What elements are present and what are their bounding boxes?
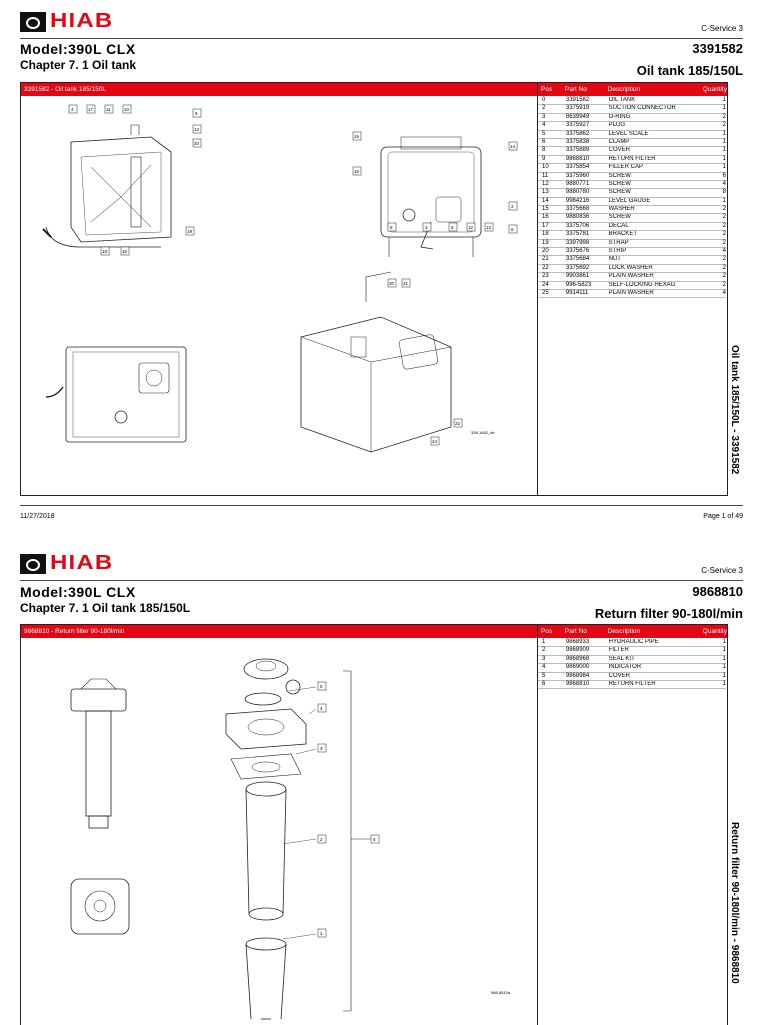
row-pos: 24: [542, 281, 549, 288]
row-pos: 18: [542, 231, 549, 238]
row-quantity: 1: [722, 680, 727, 687]
row-quantity: 2: [722, 214, 727, 221]
row-quantity: 1: [722, 164, 727, 171]
row-pos: 14: [542, 197, 549, 204]
svg-text:5: 5: [451, 225, 454, 230]
svg-text:14: 14: [510, 144, 516, 149]
row-quantity: 1: [722, 655, 727, 662]
table-row: [538, 656, 726, 664]
row-pos: 2: [542, 647, 546, 654]
row-part-no: 996-5823: [565, 281, 592, 288]
side-label: Return filter 90-180l/min - 9868810: [729, 822, 740, 984]
table-row: [538, 673, 726, 681]
table-row: [538, 273, 726, 281]
row-part-no: 3375889: [565, 147, 590, 154]
row-part-no: 9868968: [565, 655, 590, 662]
row-pos: 3: [542, 113, 546, 120]
col-description: Description: [607, 86, 641, 93]
table-row: [538, 189, 726, 197]
row-quantity: 1: [722, 155, 727, 162]
row-quantity: 8: [722, 189, 727, 196]
col-description: Description: [607, 628, 641, 635]
row-part-no: 9868810: [565, 155, 590, 162]
row-part-no: 3375676: [565, 248, 590, 255]
row-quantity: 1: [722, 130, 727, 137]
page-2: [0, 540, 768, 1024]
table-row: [538, 206, 726, 214]
table-row: [538, 248, 726, 256]
row-pos: 4: [542, 122, 546, 129]
row-quantity: 1: [722, 672, 727, 679]
model-title: Model:390L CLX: [20, 584, 136, 600]
row-pos: 11: [542, 172, 549, 179]
row-quantity: 1: [722, 664, 727, 671]
row-quantity: 6: [722, 172, 727, 179]
svg-text:3: 3: [320, 746, 323, 751]
row-description: NUT: [608, 256, 621, 263]
print-date: 11/27/2018: [20, 513, 55, 520]
table-row: [538, 214, 726, 222]
row-quantity: 4: [722, 180, 727, 187]
table-row: [538, 265, 726, 273]
row-pos: 16: [542, 214, 549, 221]
svg-text:20: 20: [194, 141, 200, 146]
row-description: HYDRAULIC PIPE: [608, 639, 659, 645]
row-pos: 13: [542, 189, 549, 196]
row-description: COVER: [608, 147, 630, 154]
svg-text:16: 16: [354, 134, 360, 139]
row-description: STRAP: [608, 239, 629, 246]
row-part-no: 9903861: [565, 273, 590, 280]
svg-text:10: 10: [124, 107, 130, 112]
col-quantity: Quantity: [702, 628, 727, 635]
hiab-logo: HIAB: [20, 552, 103, 575]
col-pos: Pos: [541, 86, 553, 93]
col-part-no: Part No: [564, 628, 587, 635]
svg-text:18: 18: [102, 249, 108, 254]
row-part-no: 3375960: [565, 172, 590, 179]
part-number: 9868810: [692, 584, 743, 599]
row-description: BRACKET: [608, 231, 637, 238]
table-row: [538, 164, 726, 172]
row-part-no: 9868984: [565, 672, 590, 679]
row-quantity: 1: [722, 147, 727, 154]
svg-text:22: 22: [455, 421, 461, 426]
svg-text:19: 19: [187, 229, 193, 234]
row-description: SCREW: [608, 214, 631, 221]
svg-text:8: 8: [390, 225, 393, 230]
table-row: [538, 97, 726, 105]
drawing-title-bar: 9868810 - Return filter 90-180l/min: [21, 625, 537, 638]
row-part-no: 9868933: [565, 639, 590, 645]
table-header-bar: [537, 83, 727, 96]
row-part-no: 3375927: [565, 122, 590, 129]
row-description: FILLER CAP: [608, 164, 643, 171]
row-pos: 10: [542, 164, 549, 171]
row-pos: 15: [542, 206, 549, 213]
row-pos: 12: [542, 180, 549, 187]
row-quantity: 1: [722, 639, 727, 645]
row-description: SCREW: [608, 172, 631, 179]
table-row: [538, 240, 726, 248]
row-part-no: 3375668: [565, 206, 590, 213]
row-description: WASHER: [608, 206, 635, 213]
table-row: [538, 122, 726, 130]
svg-text:21: 21: [403, 281, 409, 286]
table-row: [538, 156, 726, 164]
parts-table: [538, 97, 726, 298]
row-quantity: 1: [722, 97, 727, 103]
row-description: SELF-LOCKING HEXAG: [608, 281, 676, 288]
svg-text:20: 20: [389, 281, 395, 286]
row-part-no: 9880780: [565, 189, 590, 196]
service-label: C-Service 3: [701, 24, 743, 33]
part-number: 3391582: [692, 41, 743, 56]
svg-text:13: 13: [486, 225, 492, 230]
hiab-logo: HIAB: [20, 10, 103, 33]
row-pos: 6: [542, 138, 546, 145]
table-row: [538, 256, 726, 264]
table-row: [538, 681, 726, 689]
row-pos: 5: [542, 130, 546, 137]
row-part-no: 3375706: [565, 222, 590, 229]
row-pos: 20: [542, 248, 549, 255]
row-pos: 6: [542, 680, 546, 687]
svg-text:1: 1: [320, 931, 323, 936]
part-title: Return filter 90-180l/min: [594, 606, 743, 621]
row-description: PLAIN WASHER: [608, 273, 654, 280]
row-description: FILTER: [608, 647, 629, 654]
row-quantity: 2: [722, 264, 727, 271]
header-rule: [20, 580, 743, 581]
table-row: [538, 139, 726, 147]
row-pos: 9: [542, 155, 546, 162]
row-description: INDICATOR: [608, 664, 642, 671]
table-row: [538, 114, 726, 122]
row-pos: 19: [542, 239, 549, 246]
row-quantity: 4: [722, 289, 727, 296]
service-label: C-Service 3: [701, 566, 743, 575]
row-description: PLUG: [608, 122, 625, 129]
row-description: LEVEL SCALE: [608, 130, 649, 137]
parts-frame: [20, 624, 728, 1025]
col-pos: Pos: [541, 628, 553, 635]
row-part-no: 3375854: [565, 164, 590, 171]
table-row: [538, 282, 726, 290]
row-description: RETURN FILTER: [608, 155, 656, 162]
drawing-reference: 986-8810a: [491, 990, 511, 995]
oil-tank-drawing: [21, 97, 537, 493]
page-number: Page 1 of 49: [703, 513, 743, 520]
row-part-no: 9984216: [565, 197, 590, 204]
row-description: SUCTION CONNECTOR: [608, 105, 676, 112]
row-description: PLAIN WASHER: [608, 289, 654, 296]
row-part-no: 3375862: [565, 130, 590, 137]
row-pos: 17: [542, 222, 549, 229]
row-quantity: 4: [722, 248, 727, 255]
table-header-bar: [537, 625, 727, 638]
row-part-no: 3397998: [565, 239, 590, 246]
svg-text:11: 11: [106, 107, 111, 112]
svg-text:2: 2: [320, 837, 323, 842]
part-title: Oil tank 185/150L: [636, 63, 743, 78]
model-title: Model:390L CLX: [20, 41, 136, 57]
svg-text:9: 9: [195, 111, 198, 116]
row-quantity: 2: [722, 239, 727, 246]
row-description: SEAL KIT: [608, 655, 635, 662]
row-part-no: 9914111: [565, 289, 589, 296]
row-pos: 22: [542, 264, 549, 271]
row-part-no: 9869000: [565, 664, 590, 671]
row-part-no: 3375838: [565, 138, 590, 145]
row-quantity: 2: [722, 113, 727, 120]
table-row: [538, 664, 726, 672]
row-pos: 4: [542, 664, 546, 671]
row-description: CLAMP: [608, 138, 630, 145]
row-pos: 2: [542, 105, 546, 112]
drawing-title-bar: 3391582 - Oil tank 185/150L: [21, 83, 537, 96]
row-part-no: 9880836: [565, 214, 590, 221]
row-pos: 3: [542, 655, 546, 662]
svg-text:4: 4: [71, 107, 74, 112]
row-description: RETURN FILTER: [608, 680, 656, 687]
row-quantity: 2: [722, 122, 727, 129]
table-row: [538, 173, 726, 181]
svg-text:2: 2: [511, 204, 514, 209]
svg-text:4: 4: [320, 706, 323, 711]
svg-text:6: 6: [373, 837, 376, 842]
table-row: [538, 181, 726, 189]
row-description: LEVEL GAUGE: [608, 197, 651, 204]
table-row: [538, 290, 726, 298]
row-pos: 25: [542, 289, 549, 296]
row-part-no: 3375684: [565, 256, 590, 263]
row-description: LOCK WASHER: [608, 264, 653, 271]
row-quantity: 2: [722, 222, 727, 229]
row-quantity: 2: [722, 281, 727, 288]
row-pos: 0: [542, 97, 546, 103]
row-pos: 1: [542, 639, 546, 645]
row-quantity: 1: [722, 105, 727, 112]
chapter-title: Chapter 7. 1 Oil tank 185/150L: [20, 601, 191, 615]
row-quantity: 1: [722, 138, 727, 145]
row-pos: 21: [542, 256, 549, 263]
hiab-logo-icon: [20, 12, 46, 32]
svg-text:13: 13: [194, 127, 200, 132]
row-quantity: 2: [722, 231, 727, 238]
footer-rule: [20, 505, 743, 506]
row-part-no: 3375781: [565, 231, 590, 238]
row-part-no: 9868909: [565, 647, 590, 654]
svg-text:16: 16: [122, 249, 128, 254]
svg-text:17: 17: [88, 107, 94, 112]
row-quantity: 2: [722, 206, 727, 213]
row-quantity: 2: [722, 256, 727, 263]
drawing-reference: 338-1682_de: [471, 430, 495, 435]
row-quantity: 1: [722, 197, 727, 204]
row-part-no: 3375919: [565, 105, 590, 112]
row-quantity: 2: [722, 273, 727, 280]
row-description: O-RING: [608, 113, 631, 120]
row-description: OIL TANK: [608, 97, 636, 103]
row-pos: 23: [542, 273, 549, 280]
row-description: COVER: [608, 672, 630, 679]
parts-table: [538, 639, 726, 689]
chapter-title: Chapter 7. 1 Oil tank: [20, 58, 137, 72]
svg-text:6: 6: [511, 227, 514, 232]
table-row: [538, 231, 726, 239]
table-row: [538, 131, 726, 139]
table-row: [538, 639, 726, 647]
table-row: [538, 147, 726, 155]
row-description: STRIP: [608, 248, 627, 255]
table-row: [538, 223, 726, 231]
row-pos: 8: [542, 147, 546, 154]
row-description: SCREW: [608, 189, 631, 196]
svg-text:12: 12: [468, 225, 474, 230]
row-part-no: 3375692: [565, 264, 590, 271]
parts-frame: [20, 82, 728, 496]
svg-text:3: 3: [425, 225, 428, 230]
table-row: [538, 198, 726, 206]
return-filter-drawing: [21, 639, 537, 1025]
col-part-no: Part No: [564, 86, 587, 93]
row-part-no: 3391582: [565, 97, 590, 103]
table-row: [538, 105, 726, 113]
row-part-no: 9880771: [565, 180, 590, 187]
row-description: SCREW: [608, 180, 631, 187]
table-row: [538, 647, 726, 655]
side-label: Oil tank 185/150L - 3391582: [729, 345, 740, 475]
svg-text:24: 24: [432, 439, 438, 444]
col-quantity: Quantity: [702, 86, 727, 93]
row-pos: 5: [542, 672, 546, 679]
hiab-logo-icon: [20, 554, 46, 574]
row-description: DECAL: [608, 222, 629, 229]
svg-text:5: 5: [320, 684, 323, 689]
header-rule: [20, 38, 743, 39]
row-part-no: 9868810: [565, 680, 590, 687]
row-part-no: 8639949: [565, 113, 590, 120]
svg-text:18: 18: [354, 169, 360, 174]
row-quantity: 1: [722, 647, 727, 654]
